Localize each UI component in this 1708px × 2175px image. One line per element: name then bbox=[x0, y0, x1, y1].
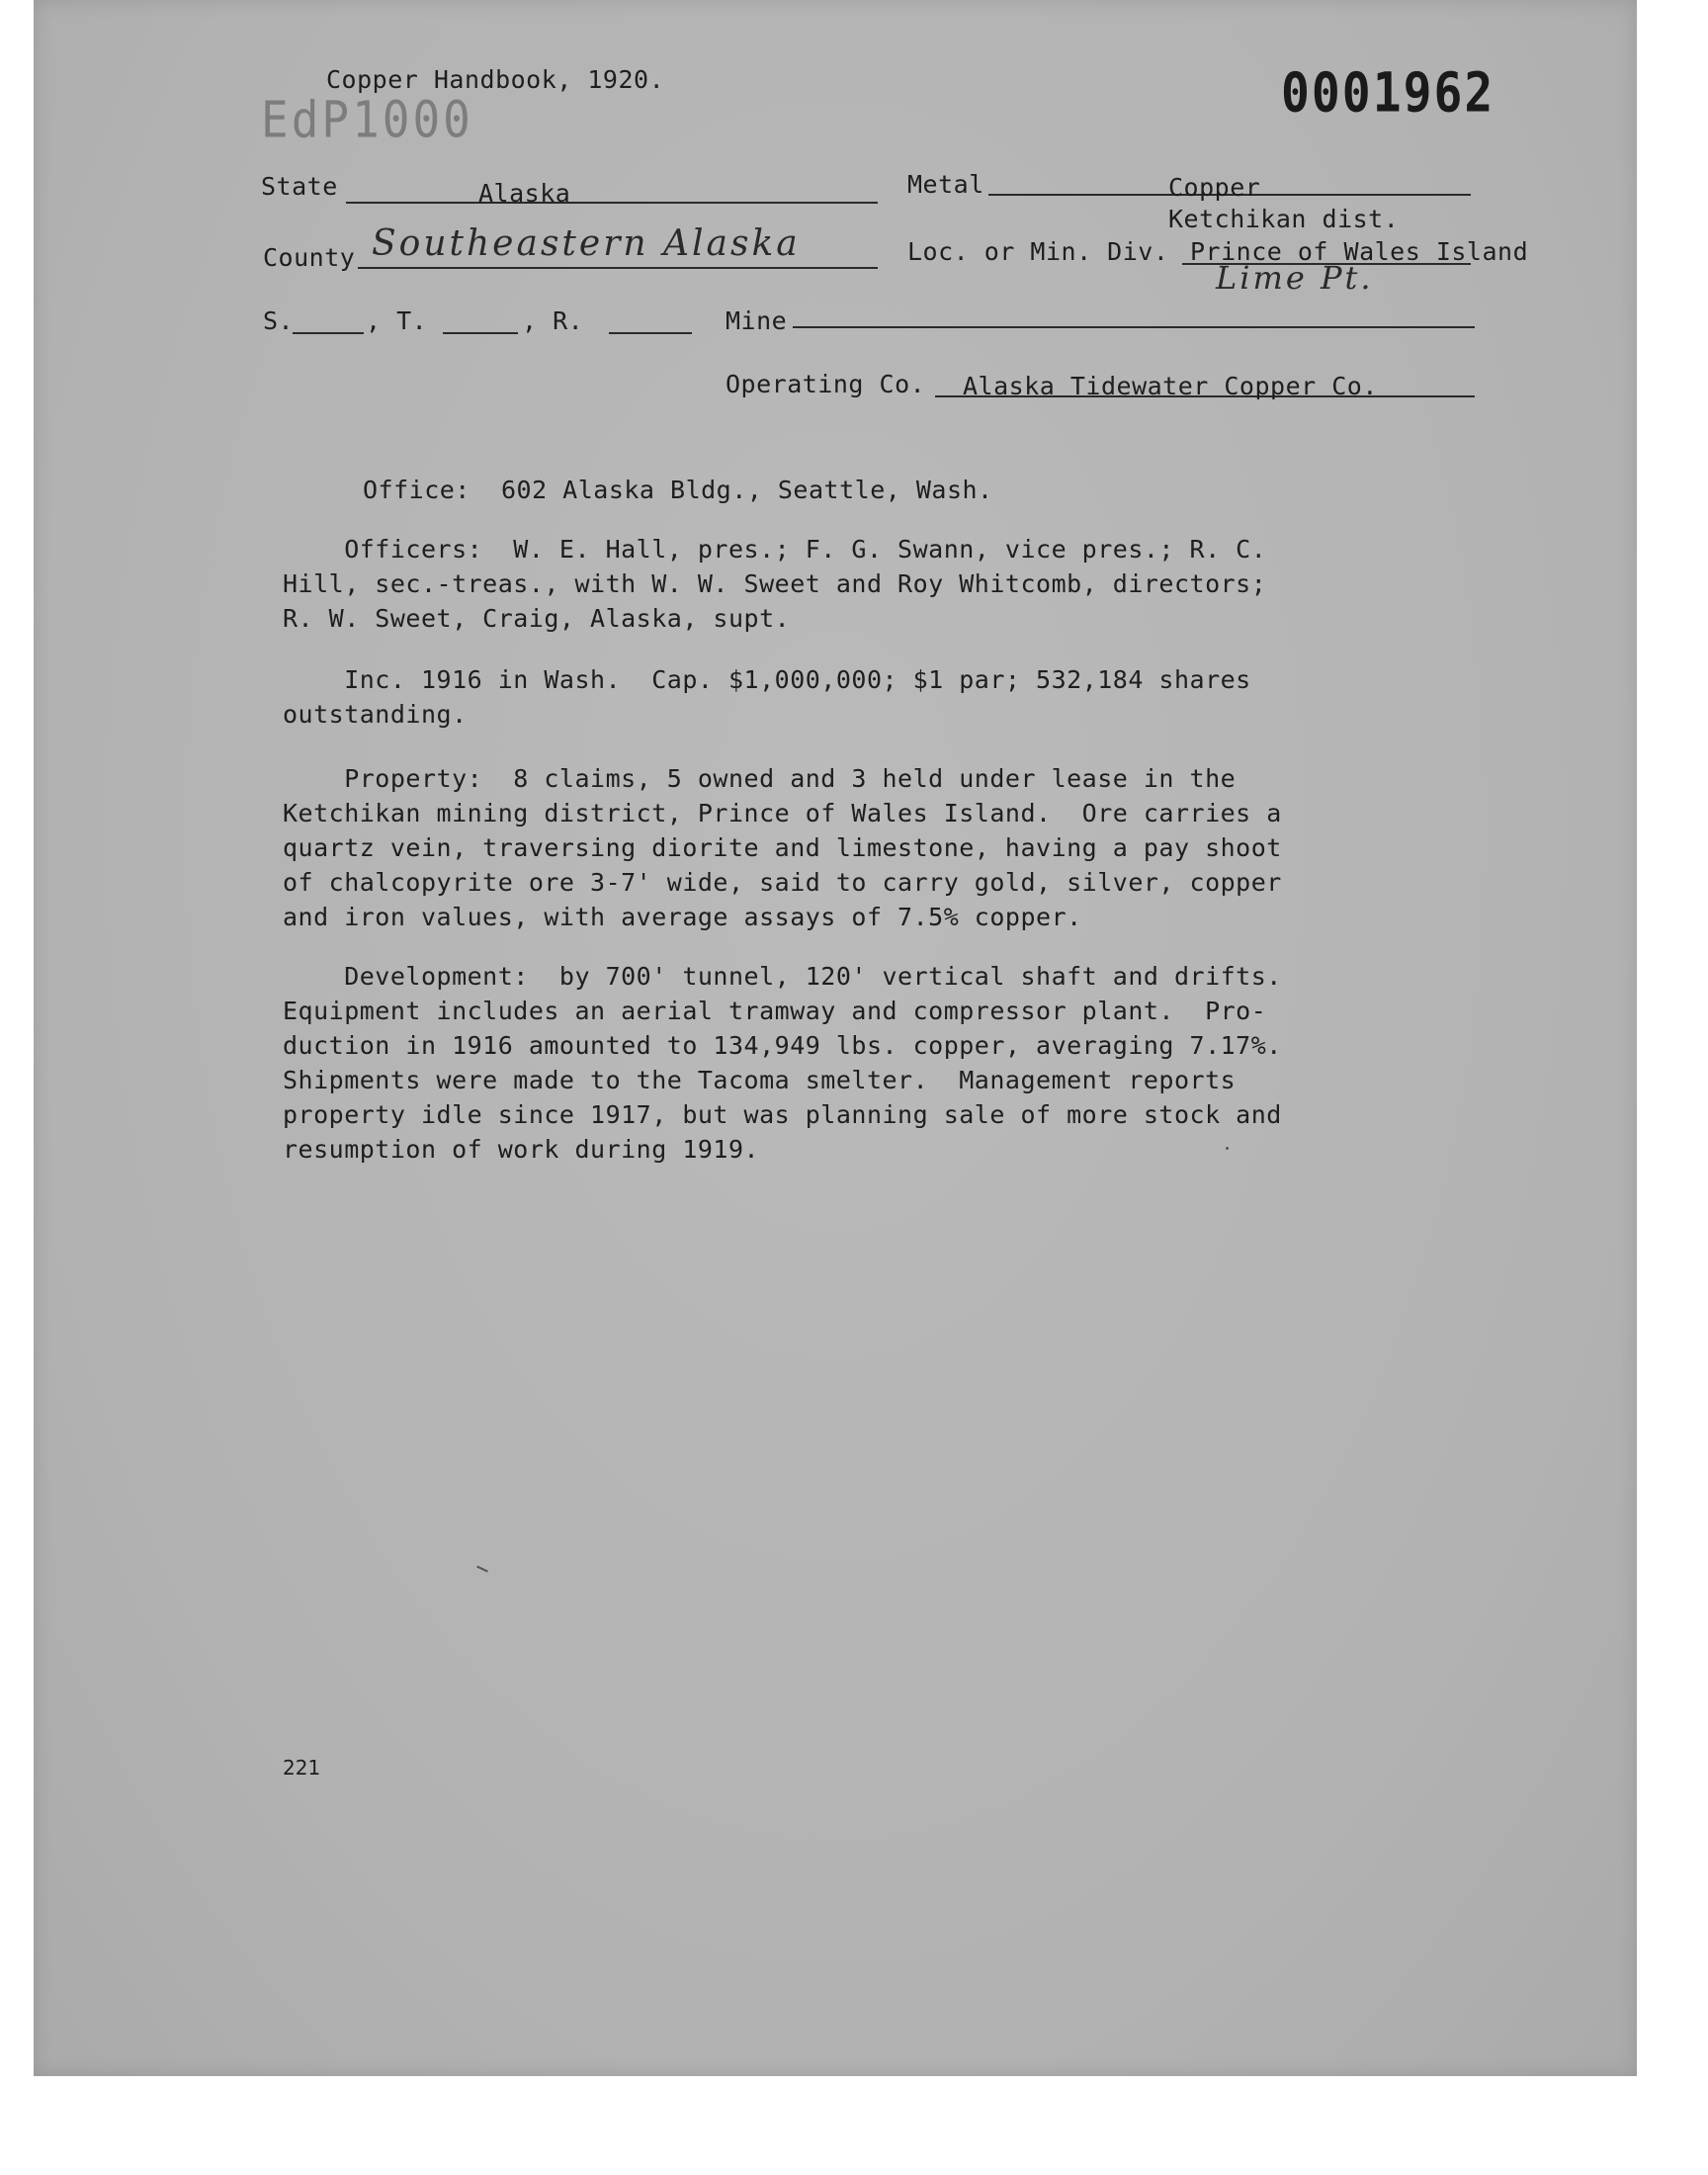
state-value: Alaska bbox=[478, 179, 571, 208]
township-label: , T. bbox=[366, 306, 428, 335]
development-paragraph: Development: by 700' tunnel, 120' vertical shaft and drifts. Equipment includes an aerial tramway and compressor plant. Pro- duction in 1916 amounted to 134,949 lbs. copper, averaging 7.17%. Shipments were made to the Tacoma smelter. Management reports property idle since 1917, but was planning sale of more stock and resumption of work during 1919. bbox=[283, 962, 1282, 1164]
township-line bbox=[443, 332, 518, 334]
stamp-code: EdP1000 bbox=[261, 90, 473, 149]
section-label: S. bbox=[263, 306, 295, 335]
officers-paragraph: Officers: W. E. Hall, pres.; F. G. Swann, vice pres.; R. C. Hill, sec.-treas., with W. W. Sweet and Roy Whitcomb, directors; R. W. Sweet, Craig, Alaska, supt. bbox=[283, 535, 1267, 633]
state-line bbox=[346, 202, 878, 204]
mine-label: Mine bbox=[726, 306, 788, 335]
page-number: 221 bbox=[283, 1756, 321, 1780]
document-number-stamp: 0001962 bbox=[1281, 60, 1495, 126]
property-paragraph: Property: 8 claims, 5 owned and 3 held under lease in the Ketchikan mining district, Prince of Wales Island. Ore carries a quartz vein, traversing diorite and limestone, having a pay shoot of chalcopyrite ore 3-7' wide, said to carry gold, silver, copper and iron values, with average assays of 7.5% copper. bbox=[283, 764, 1282, 931]
range-label: , R. bbox=[522, 306, 584, 335]
loc-handwritten-note: Lime Pt. bbox=[1216, 259, 1374, 297]
operating-label: Operating Co. bbox=[726, 370, 926, 398]
stray-dot bbox=[1226, 1147, 1229, 1150]
document-title: Copper Handbook, 1920. bbox=[326, 65, 665, 94]
range-line bbox=[609, 332, 692, 334]
section-line bbox=[293, 332, 364, 334]
county-label: County bbox=[263, 243, 356, 272]
office-paragraph: Office: 602 Alaska Bldg., Seattle, Wash. bbox=[363, 476, 993, 504]
county-value-handwritten: Southeastern Alaska bbox=[372, 223, 801, 264]
loc-district: Ketchikan dist. bbox=[1168, 205, 1400, 233]
stray-mark bbox=[476, 1566, 488, 1573]
metal-label: Metal bbox=[907, 170, 984, 199]
loc-value: Prince of Wales Island bbox=[1190, 237, 1529, 266]
mine-line bbox=[793, 326, 1475, 328]
loc-label: Loc. or Min. Div. bbox=[907, 237, 1169, 266]
incorporation-paragraph: Inc. 1916 in Wash. Cap. $1,000,000; $1 par; 532,184 shares outstanding. bbox=[283, 665, 1251, 729]
metal-value: Copper bbox=[1168, 173, 1261, 202]
state-label: State bbox=[261, 172, 338, 201]
document-page bbox=[34, 0, 1637, 2076]
operating-value: Alaska Tidewater Copper Co. bbox=[963, 372, 1378, 400]
county-line bbox=[358, 267, 878, 269]
